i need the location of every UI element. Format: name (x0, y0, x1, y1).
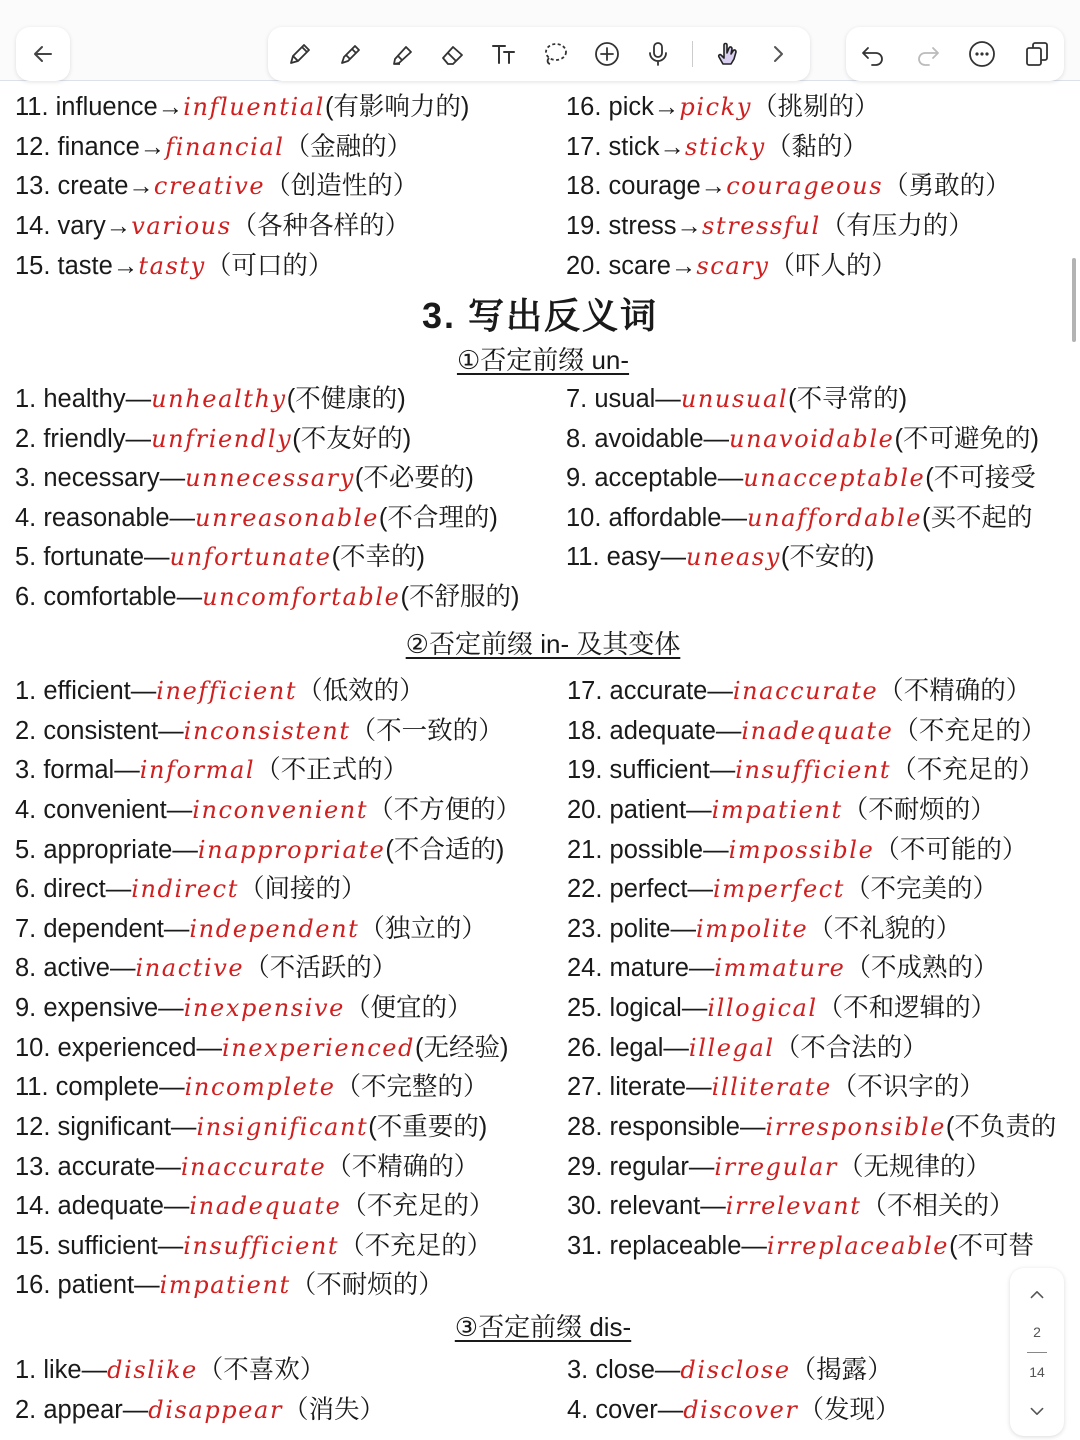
current-page-number: 2 (1033, 1324, 1041, 1340)
answer-text: unavoidable (729, 425, 895, 453)
toolbar (0, 0, 1080, 81)
list-item: 17. accurate—inaccurate（不精确的） (567, 677, 1032, 705)
list-item: 2. consistent—inconsistent（不一致的） (15, 717, 504, 745)
previous-page-button[interactable] (1022, 1280, 1052, 1310)
answer-text: inefficient (156, 677, 298, 705)
list-item: 2. appear—disappear（消失） (15, 1396, 386, 1424)
list-item: 25. logical—illogical（不和逻辑的） (567, 994, 997, 1022)
list-item: 1. healthy—unhealthy(不健康的) (15, 385, 406, 413)
pages-copy-icon[interactable] (1020, 37, 1054, 71)
list-item: 5. appropriate—inappropriate(不合适的) (15, 836, 505, 864)
answer-text: uneasy (686, 543, 781, 571)
answer-text: illogical (707, 994, 818, 1022)
list-item: 10. affordable—unaffordable(买不起的 (566, 504, 1033, 532)
more-icon[interactable] (965, 37, 999, 71)
answer-text: irresponsible (765, 1113, 946, 1141)
list-item: 28. responsible—irresponsible(不负责的 (567, 1113, 1057, 1141)
answer-text: inadequate (741, 717, 894, 745)
answer-text: inaccurate (180, 1153, 327, 1181)
answer-text: disappear (148, 1396, 284, 1424)
list-item: 13. create→creative（创造性的） (15, 172, 419, 200)
list-item: 11. easy—uneasy(不安的) (566, 543, 875, 571)
answer-text: insignificant (196, 1113, 369, 1141)
answer-text: inappropriate (197, 836, 386, 864)
answer-text: imperfect (713, 875, 846, 903)
answer-text: scary (696, 252, 770, 280)
list-item: 18. adequate—inadequate（不充足的） (567, 717, 1047, 745)
list-item: 10. experienced—inexperienced(无经验) (15, 1034, 509, 1062)
back-arrow-icon[interactable] (26, 37, 60, 71)
list-item: 13. accurate—inaccurate（不精确的） (15, 1153, 480, 1181)
list-item: 20. patient—impatient（不耐烦的） (567, 796, 996, 824)
list-item: 14. vary→various（各种各样的） (15, 212, 411, 240)
list-item: 4. convenient—inconvenient（不方便的） (15, 796, 522, 824)
list-item: 11. influence→influential(有影响力的) (15, 93, 470, 121)
answer-text: inactive (135, 954, 245, 982)
answer-text: inaccurate (732, 677, 879, 705)
list-item: 19. sufficient—insufficient（不充足的） (567, 756, 1045, 784)
list-item: 2. friendly—unfriendly(不友好的) (15, 425, 412, 453)
answer-text: indirect (131, 875, 239, 903)
hand-touch-icon[interactable] (710, 37, 744, 71)
answer-text: insufficient (183, 1232, 340, 1260)
list-item: 30. relevant—irrelevant（不相关的） (567, 1192, 1015, 1220)
list-item: 31. replaceable—irreplaceable(不可替 (567, 1232, 1035, 1260)
shapes-add-icon[interactable] (590, 37, 624, 71)
answer-text: various (131, 212, 232, 240)
toolbar-divider (692, 41, 693, 67)
list-item: 15. sufficient—insufficient（不充足的） (15, 1232, 493, 1260)
redo-icon[interactable] (911, 37, 945, 71)
answer-text: inadequate (189, 1192, 342, 1220)
answer-text: impossible (728, 836, 875, 864)
highlighter-icon[interactable] (385, 37, 419, 71)
list-item: 22. perfect—imperfect（不完美的） (567, 875, 999, 903)
answer-text: incomplete (184, 1073, 336, 1101)
page-navigator (1010, 1268, 1064, 1436)
list-item: 8. avoidable—unavoidable(不可避免的) (566, 425, 1039, 453)
chevron-up-icon (1025, 1283, 1049, 1307)
answer-text: irregular (714, 1153, 838, 1181)
list-item: 7. usual—unusual(不寻常的) (566, 385, 908, 413)
answer-text: unfortunate (169, 543, 332, 571)
list-item: 14. adequate—inadequate（不充足的） (15, 1192, 495, 1220)
document-actions (846, 27, 1064, 81)
answer-text: illiterate (711, 1073, 832, 1101)
list-item: 11. complete—incomplete（不完整的） (15, 1073, 489, 1101)
scrollbar-thumb[interactable] (1072, 258, 1076, 342)
answer-text: disclose (680, 1356, 791, 1384)
answer-text: impatient (159, 1271, 291, 1299)
chevron-down-icon (1025, 1399, 1049, 1423)
answer-text: picky (679, 93, 752, 121)
answer-text: informal (139, 756, 256, 784)
answer-text: unhealthy (151, 385, 287, 413)
answer-text: unacceptable (743, 464, 926, 492)
list-item: 17. stick→sticky（黏的） (566, 133, 868, 161)
chevron-right-icon[interactable] (761, 37, 795, 71)
answer-text: influential (183, 93, 325, 121)
answer-text: courageous (726, 172, 884, 200)
answer-text: creative (153, 172, 266, 200)
subsection-title-in: ②否定前缀 in- 及其变体 (405, 629, 681, 659)
list-item: 7. dependent—independent（独立的） (15, 915, 487, 943)
list-item: 24. mature—immature（不成熟的） (567, 954, 999, 982)
list-item: 3. necessary—unnecessary(不必要的) (15, 464, 474, 492)
list-item: 1. efficient—inefficient（低效的） (15, 677, 425, 705)
subsection-title-dis: ③否定前缀 dis- (454, 1312, 632, 1342)
list-item: 23. polite—impolite（不礼貌的） (567, 915, 962, 943)
answer-text: illegal (688, 1034, 775, 1062)
list-item: 4. reasonable—unreasonable(不合理的) (15, 504, 498, 532)
list-item: 3. formal—informal（不正式的） (15, 756, 409, 784)
total-page-count: 14 (1029, 1364, 1045, 1380)
list-item: 18. courage→courageous（勇敢的） (566, 172, 1011, 200)
list-item: 12. finance→financial（金融的） (15, 133, 413, 161)
answer-text: unusual (680, 385, 789, 413)
list-item: 29. regular—irregular（无规律的） (567, 1153, 991, 1181)
list-item: 6. direct—indirect（间接的） (15, 875, 367, 903)
answer-text: unreasonable (195, 504, 379, 532)
list-item: 16. patient—impatient（不耐烦的） (15, 1271, 444, 1299)
list-item: 5. fortunate—unfortunate(不幸的) (15, 543, 426, 571)
note-page[interactable] (0, 82, 1080, 1440)
section-heading: 3. 写出反义词 (421, 295, 659, 336)
answer-text: inexpensive (183, 994, 345, 1022)
list-item: 3. close—disclose（揭露） (567, 1356, 893, 1384)
list-item: 8. active—inactive（不活跃的） (15, 954, 398, 982)
list-item: 9. expensive—inexpensive（便宜的） (15, 994, 473, 1022)
list-item: 15. taste→tasty（可口的） (15, 252, 334, 280)
list-item: 27. literate—illiterate（不识字的） (567, 1073, 985, 1101)
text-tool-icon[interactable] (487, 37, 521, 71)
list-item: 19. stress→stressful（有压力的） (566, 212, 974, 240)
list-item: 9. acceptable—unacceptable(不可接受 (566, 464, 1036, 492)
subsection-title-un: ①否定前缀 un- (456, 345, 630, 375)
answer-text: inconsistent (183, 717, 351, 745)
answer-text: unnecessary (185, 464, 355, 492)
microphone-icon[interactable] (641, 37, 675, 71)
pencil-icon[interactable] (283, 37, 317, 71)
answer-text: insufficient (735, 756, 892, 784)
answer-text: dislike (107, 1356, 198, 1384)
answer-text: discover (683, 1396, 799, 1424)
eraser-icon[interactable] (436, 37, 470, 71)
answer-text: inconvenient (192, 796, 369, 824)
undo-icon[interactable] (856, 37, 890, 71)
answer-text: stressful (702, 212, 821, 240)
back-button[interactable] (16, 27, 70, 81)
answer-text: immature (714, 954, 846, 982)
answer-text: uncomfortable (202, 583, 401, 611)
answer-text: unfriendly (151, 425, 293, 453)
answer-text: irreplaceable (766, 1232, 950, 1260)
answer-text: impatient (711, 796, 843, 824)
answer-text: inexperienced (221, 1034, 416, 1062)
answer-text: tasty (138, 252, 206, 280)
list-item: 21. possible—impossible（不可能的） (567, 836, 1028, 864)
list-item: 4. cover—discover（发现） (567, 1396, 901, 1424)
answer-text: irrelevant (725, 1192, 862, 1220)
answer-text: sticky (685, 133, 766, 161)
list-item: 1. like—dislike（不喜欢） (15, 1356, 326, 1384)
list-item: 26. legal—illegal（不合法的） (567, 1034, 928, 1062)
list-item: 12. significant—insignificant(不重要的) (15, 1113, 488, 1141)
list-item: 20. scare→scary（吓人的） (566, 252, 898, 280)
lasso-icon[interactable] (538, 37, 572, 71)
page-number-divider (1027, 1352, 1047, 1353)
answer-text: impolite (696, 915, 809, 943)
answer-text: independent (189, 915, 360, 943)
answer-text: financial (165, 133, 285, 161)
list-item: 6. comfortable—uncomfortable(不舒服的) (15, 583, 520, 611)
pen-icon[interactable] (334, 37, 368, 71)
next-page-button[interactable] (1022, 1396, 1052, 1426)
answer-text: unaffordable (747, 504, 923, 532)
list-item: 16. pick→picky（挑剔的） (566, 93, 880, 121)
drawing-tools (268, 27, 810, 81)
